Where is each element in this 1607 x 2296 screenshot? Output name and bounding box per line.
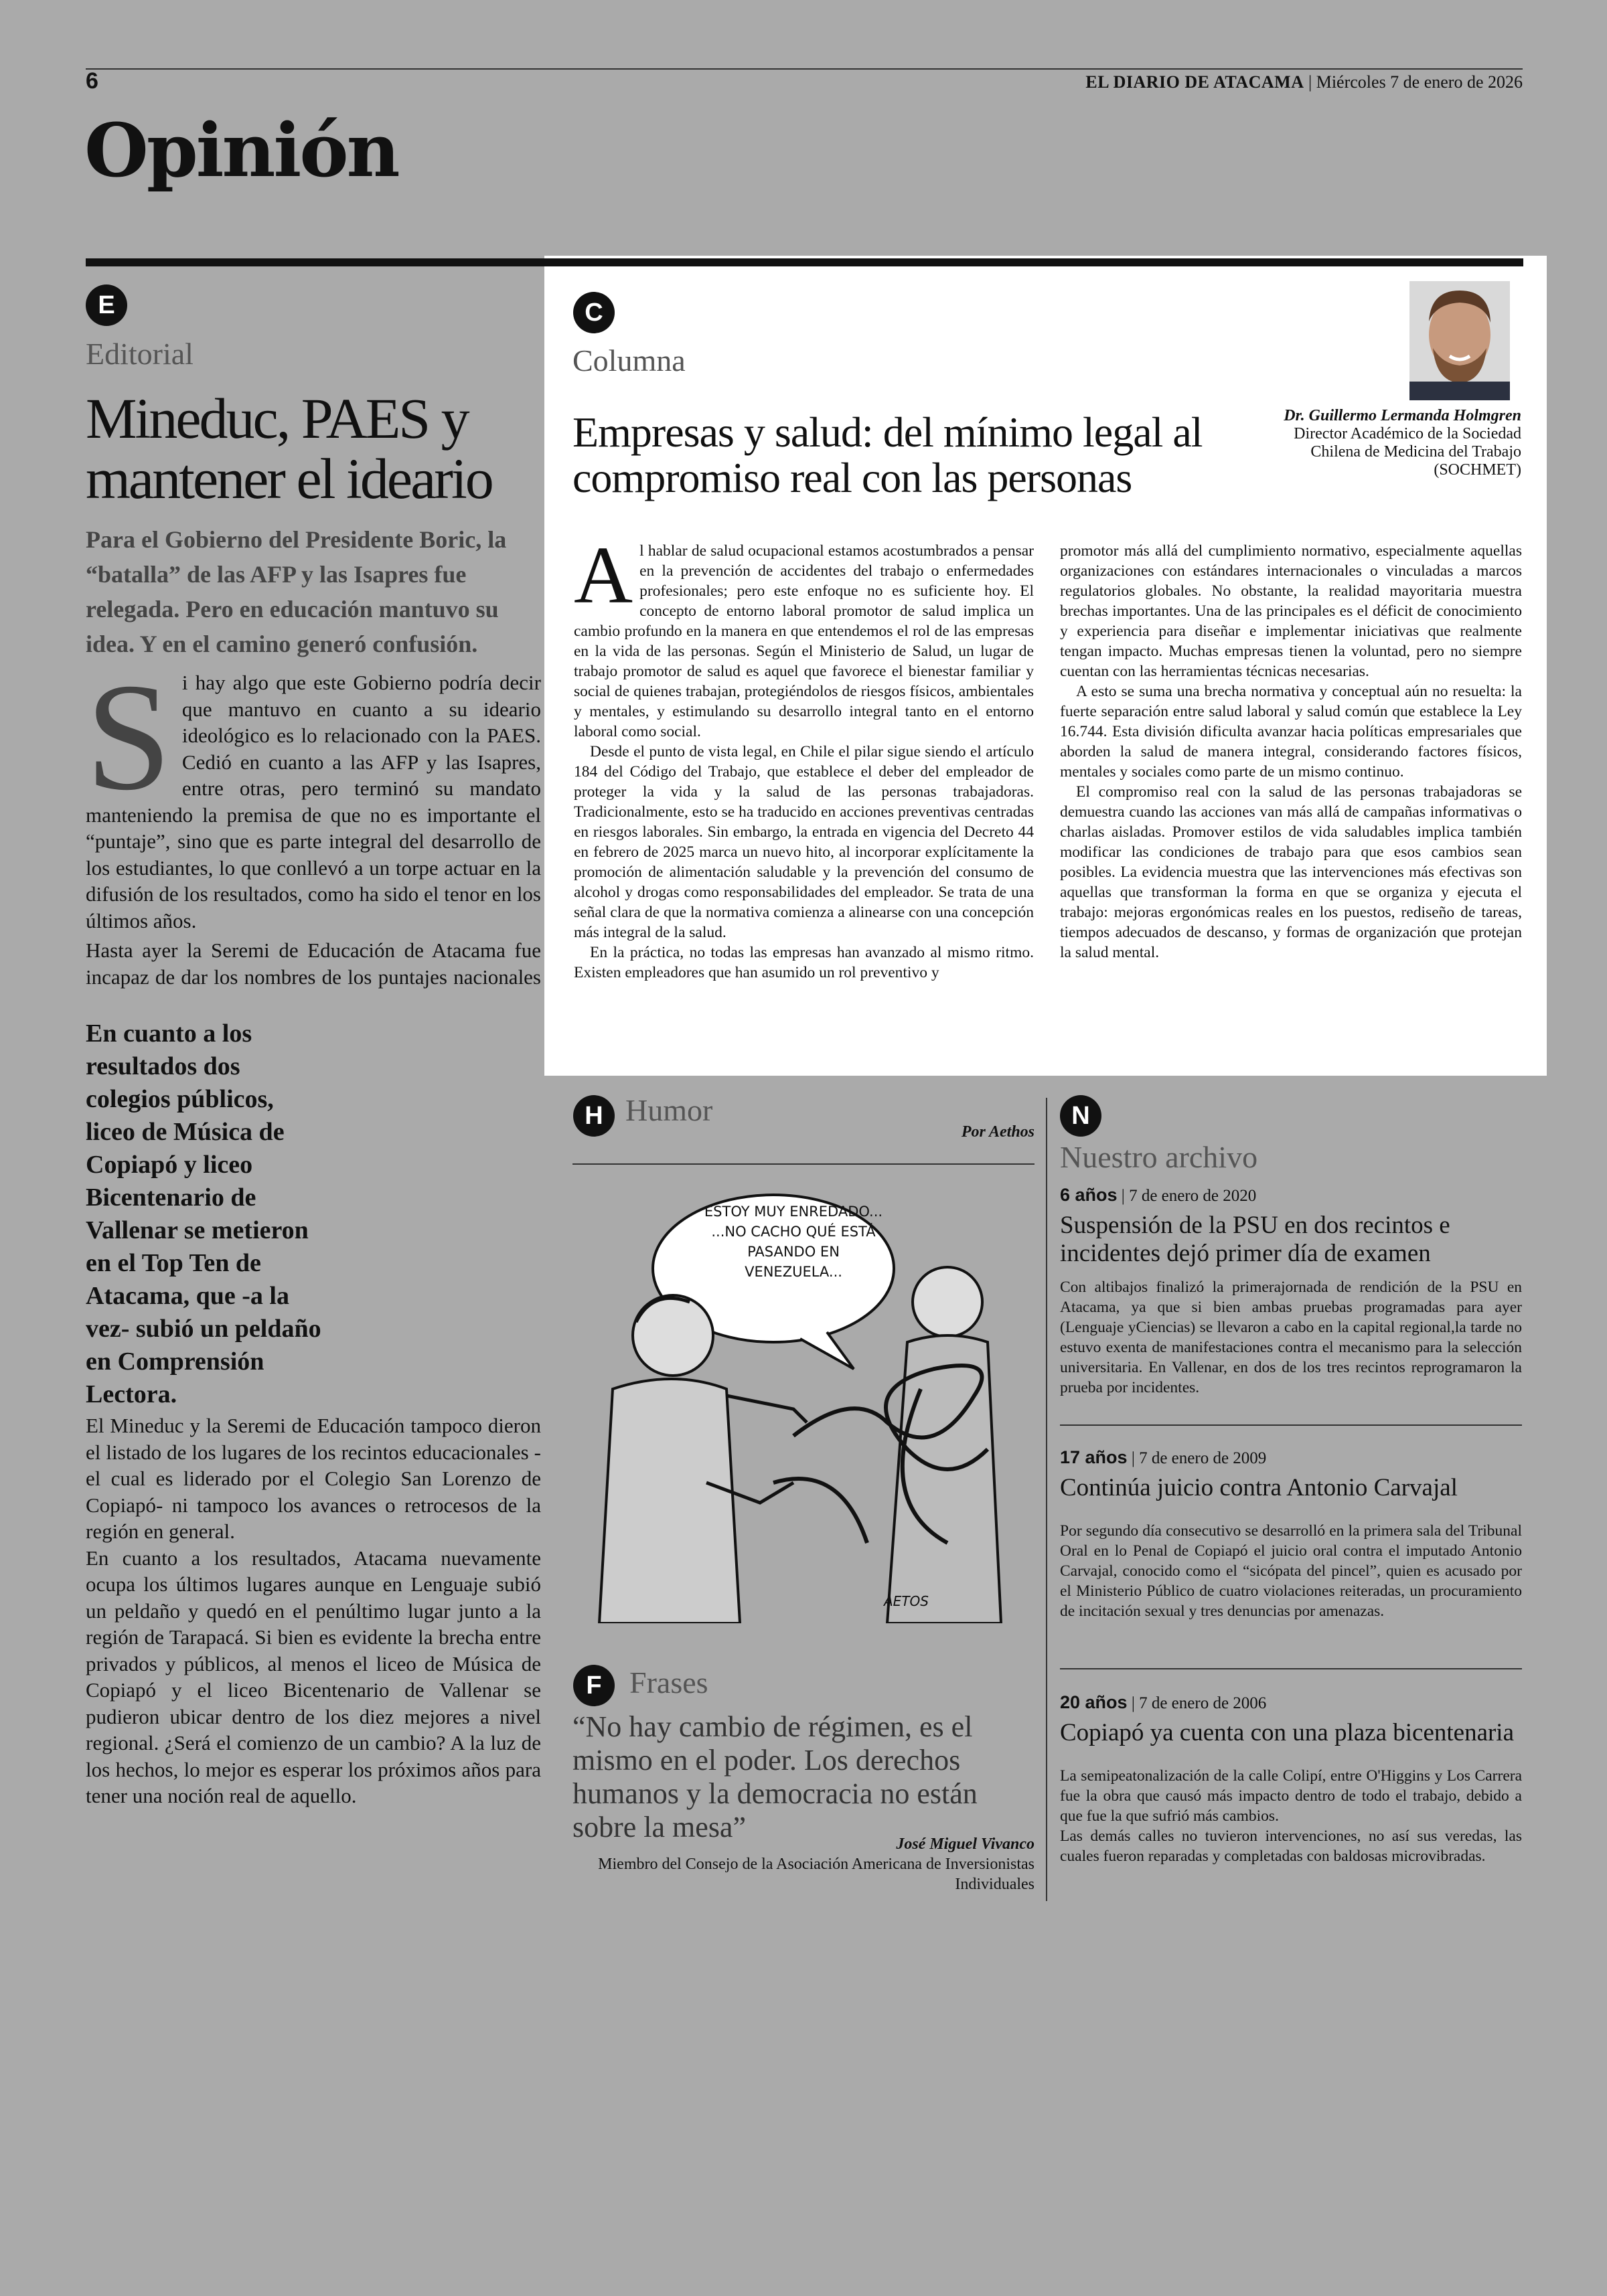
column-paragraph-3: En la práctica, no todas las empresas han avanzado al mismo ritmo. Existen empleadores que han asumido un rol preventivo y xyxy=(574,944,1034,981)
editorial-body-top xyxy=(86,651,541,934)
column-author xyxy=(1253,407,1521,479)
frases-badge: F xyxy=(573,1665,615,1706)
archive-separator-2 xyxy=(1060,1668,1522,1669)
archive-badge: N xyxy=(1060,1095,1101,1137)
newspaper-name: EL DIARIO DE ATACAMA xyxy=(1085,72,1304,92)
archive-item-2-title: Continúa juicio contra Antonio Carvajal xyxy=(1060,1474,1458,1501)
masthead-separator: | xyxy=(1308,72,1316,92)
archive-item-3-title: Copiapó ya cuenta con una plaza bicentenaria xyxy=(1060,1719,1515,1746)
archive-item-1-date: 7 de enero de 2020 xyxy=(1129,1187,1257,1205)
cartoon-bubble: ESTOY MUY ENREDADO... ...NO CACHO QUÉ ESTÁ PASANDO EN VENEZUELA... xyxy=(704,1204,883,1280)
author-role: Director Académico de la Sociedad Chilena de Medicina del Trabajo (SOCHMET) xyxy=(1294,425,1521,479)
archive-item-1-years: 6 años xyxy=(1060,1185,1118,1205)
frases-quote: “No hay cambio de régimen, es el mismo en el poder. Los derechos humanos y la democracia no están sobre la mesa” xyxy=(572,1710,978,1843)
column-paragraph-6: El compromiso real con la salud de las personas trabajadoras se demuestra cuando las acciones van más allá de campañas informativas o charlas aisladas. Promover estilos de vida saludables implica también modificar las condiciones de trabajo para que esos cambios sean posibles. La evidencia muestra que las intervenciones más efectivas son aquellas que transforman la forma en que se organiza y ejecuta el trabajo: mejoras ergonómicas reales en los puestos, rediseño de tareas, tiempos adecuados de descanso, y formas de organización que protejan la salud mental. xyxy=(1060,783,1522,961)
cartoon-signature: AETOS xyxy=(884,1593,929,1609)
editorial-paragraph-3: El Mineduc y la Seremi de Educación tampoco dieron el listado de los lugares de los recintos educacionales -el cual es liderado por el Colegio San Lorenzo de Copiapó- ni tampoco los avances o retrocesos de la región en general. xyxy=(86,1414,541,1543)
column-kicker: Columna xyxy=(572,343,686,378)
archive-item-3-meta: 20 años | 7 de enero de 2006 xyxy=(1060,1692,1267,1712)
humor-rule xyxy=(572,1163,1035,1165)
humor-badge: H xyxy=(573,1095,615,1137)
humor-credit: Por Aethos xyxy=(961,1123,1035,1141)
column-paragraph-5: A esto se suma una brecha normativa y conceptual aún no resuelta: la fuerte separación entre salud laboral y salud común que establece la Ley 16.744. Esta división dificulta avanzar hacia políticas empresariales que aborden la salud de manera integral, considerando factores físicos, mentales y sociales como parte de un mismo continuo. xyxy=(1060,683,1522,781)
column-col-1 xyxy=(574,530,1034,983)
editorial-paragraph-1: i hay algo que este Gobierno podría decir que mantuvo en cuanto a su ideario ideológico es lo relacionado con la PAES. Cedió en cuanto a las AFP y las Isapres, entre otras, pero terminó su mandato manteniendo la premisa de que no es importante el “puntaje”, sino que es parte integral del desarrollo de los estudiantes, lo que conllevó a un torpe actuar en la difusión de los resultados, como ha sido el tenor en los últimos años. xyxy=(86,671,541,932)
archive-item-2-body: Por segundo día consecutivo se desarrolló en la primera sala del Tribunal Oral en lo Penal de Copiapó el juicio oral contra el imputado Antonio Carvajal, conocido como el “sicópata del pincel”, quien es acusado por el Ministerio Público de cuatro violaciones reiteradas, un procuramiento de incitación sexual y tres denuncias por amenazas. xyxy=(1060,1522,1522,1620)
editorial-pullquote: En cuanto a los resultados dos colegios públicos, liceo de Música de Copiapó y liceo Bicentenario de Vallenar se metieron en el Top Ten de Atacama, que -a la vez- subió un peldaño en Comprensión Lectora. xyxy=(86,1019,321,1408)
archive-item-2-years: 17 años xyxy=(1060,1447,1128,1467)
archive-item-3-paragraph-2: Las demás calles no tuvieron intervenciones, no así sus veredas, las cuales fueron reparadas y completadas con baldosas microvibradas. xyxy=(1060,1827,1522,1865)
section-title: Opinión xyxy=(84,107,398,193)
archive-item-3-body xyxy=(1060,1766,1522,1866)
editorial-badge: E xyxy=(86,284,127,326)
column-badge: C xyxy=(573,292,615,333)
archive-item-1-title: Suspensión de la PSU en dos recintos e incidentes dejó primer día de examen xyxy=(1060,1212,1450,1267)
issue-date: Miércoles 7 de enero de 2026 xyxy=(1316,72,1523,92)
editorial-title: Mineduc, PAES y mantener el ideario xyxy=(86,386,492,511)
archive-item-2-meta: 17 años | 7 de enero de 2009 xyxy=(1060,1447,1267,1467)
editorial-paragraph-2: Hasta ayer la Seremi de Educación de Atacama fue incapaz de dar los nombres de los puntajes nacionales xyxy=(86,938,541,989)
header-rule xyxy=(86,68,1523,70)
archive-item-3-paragraph-1: La semipeatonalización de la calle Colipí, entre O'Higgins y Los Carrera fue la obra que causó más impacto dentro de todo el trabajo, debido a que fue la que sufrió más cambios. xyxy=(1060,1767,1522,1825)
frases-role: Miembro del Consejo de la Asociación Americana de Inversionistas Individuales xyxy=(598,1856,1035,1893)
column-drop-cap: A xyxy=(574,530,633,621)
column-paragraph-4: promotor más allá del cumplimiento normativo, especialmente aquellas organizaciones con estándares internacionales o vinculadas a marcos regulatorios globales. No obstante, la realidad mayoritaria muestra brechas importantes. Una de las principales es el déficit de conocimiento y experiencia para diseñar e implementar iniciativas que realmente tengan impacto. Muchas empresas tienen la voluntad, pero no siempre cuentan con las herramientas técnicas necesarias. xyxy=(1060,542,1522,680)
masthead xyxy=(1085,72,1523,92)
page-number: 6 xyxy=(86,68,98,94)
editorial-drop-cap: S xyxy=(86,651,171,822)
humor-kicker: Humor xyxy=(625,1093,713,1127)
column-col-2 xyxy=(1060,541,1522,963)
archive-item-3-years: 20 años xyxy=(1060,1692,1128,1712)
frases-author: José Miguel Vivanco xyxy=(896,1835,1035,1853)
author-photo xyxy=(1409,281,1510,400)
editorial-paragraph-2-head xyxy=(86,937,541,991)
frases-attribution xyxy=(572,1834,1035,1894)
author-name: Dr. Guillermo Lermanda Holmgren xyxy=(1284,407,1521,424)
editorial-kicker: Editorial xyxy=(86,337,194,371)
archive-item-1-meta: 6 años | 7 de enero de 2020 xyxy=(1060,1185,1257,1205)
editorial-paragraph-2-narrow xyxy=(335,991,541,1406)
column-title: Empresas y salud: del mínimo legal al compromiso real con las personas xyxy=(572,408,1203,501)
archive-separator-1 xyxy=(1060,1424,1522,1426)
editorial-body-bottom xyxy=(86,1412,541,1809)
frases-kicker: Frases xyxy=(629,1665,708,1700)
archive-item-1-body: Con altibajos finalizó la primerajornada de rendición de la PSU en Atacama, ya que si bien ambas pruebas programadas para ayer (Lenguaje yCiencias) se llevaron a cabo en la capital regional,la tarde no estuvo exenta de manifestaciones contra el mecanismo para la selección universitaria. En Vallenar, en dos de los tres recintos reprogramaron la prueba por incidentes. xyxy=(1060,1279,1522,1396)
editorial-lead: Para el Gobierno del Presidente Boric, la “batalla” de las AFP y las Isapres fue relegada. Pero en educación mantuvo su idea. Y en el camino generó confusión. xyxy=(86,526,507,657)
column-paragraph-2: Desde el punto de vista legal, en Chile el pilar sigue siendo el artículo 184 del Código del Trabajo, que establece el deber del empleador de proteger la vida y la salud de las personas trabajadoras. Tradicionalmente, esto se ha traducido en acciones preventivas centradas en riesgos laborales. Sin embargo, la entrada en vigencia del Decreto 44 en febrero de 2025 marca un nuevo hito, al incorporar explícitamente la promoción de alimentación saludable y la prevención del consumo de alcohol y drogas como responsabilidades del empleador. Se trata de una señal clara de que la normativa comienza a alinearse con una concepción más integral de la salud. xyxy=(574,743,1034,941)
column-bar xyxy=(544,258,1523,266)
archive-item-3-date: 7 de enero de 2006 xyxy=(1139,1694,1267,1712)
archive-kicker: Nuestro archivo xyxy=(1060,1140,1258,1174)
archive-divider xyxy=(1046,1098,1047,1901)
archive-item-2-date: 7 de enero de 2009 xyxy=(1139,1449,1267,1467)
column-paragraph-1: l hablar de salud ocupacional estamos acostumbrados a pensar en la prevención de accidentes del trabajo o enfermedades profesionales; pero este enfoque no es suficiente hoy. El concepto de entorno laboral promotor de salud implica un cambio profundo en la manera en que entendemos el rol de las empresas en la vida de las personas. Según el Ministerio de Salud, un lugar de trabajo promotor de salud es aquel que favorece el bienestar familiar y social de quienes trabajan, protegiéndolos de riesgos físicos, ambientales y mentales, y estimulando su desarrollo integral tanto en el entorno laboral como social. xyxy=(574,542,1034,740)
editorial-paragraph-4: En cuanto a los resultados, Atacama nuevamente ocupa los últimos lugares aunque en Lenguaje subió un peldaño y quedó en el penúltimo lugar junto a la región de Tarapacá. Si bien es evidente la brecha entre privados y públicos, al menos el liceo de Música de Copiapó y el liceo Bicentenario de Vallenar se pudieron ubicar dentro de los diez mejores a nivel regional. ¿Será el comienzo de un cambio? A la luz de los hechos, lo mejor es esperar los próximos años para tener una noción real de aquello. xyxy=(86,1546,541,1807)
